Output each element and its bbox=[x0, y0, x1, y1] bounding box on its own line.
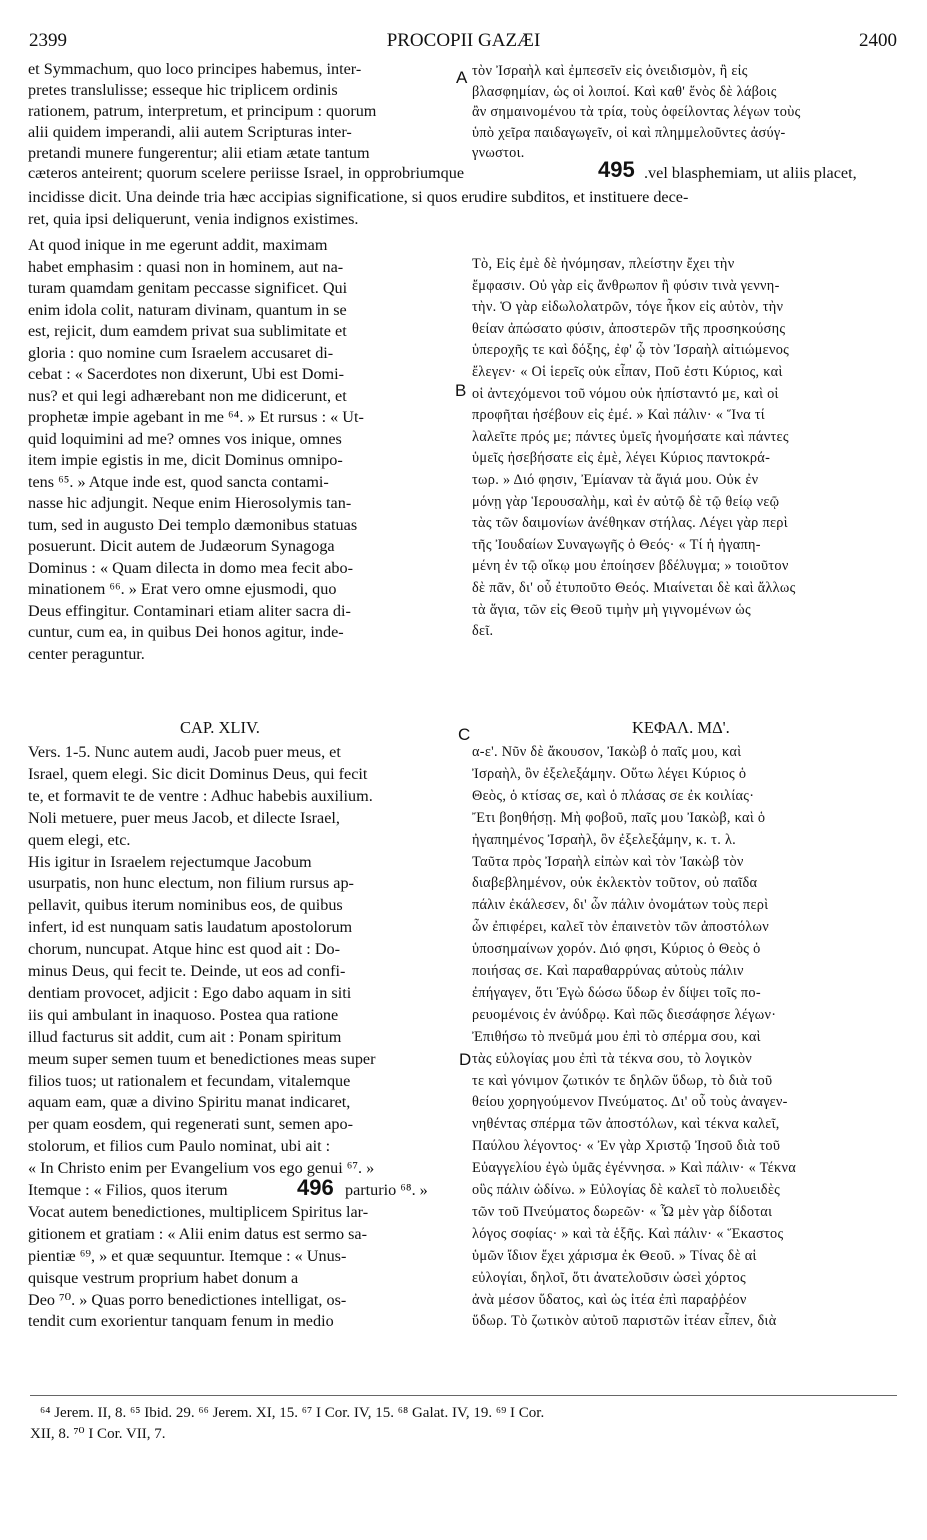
chapter-heading-latin: CAP. XLIV. bbox=[180, 718, 260, 737]
greek-line: τὰ ἅγια, τῶν εἰς Θεοῦ τιμὴν μὴ γιγνομένων ὡς bbox=[472, 601, 751, 618]
page-number-right: 2400 bbox=[859, 30, 897, 51]
latin-line: ret, quia ipsi deliquerunt, venia indignos existimes. bbox=[28, 210, 359, 228]
latin-line: dentiam provocet, adjicit : Ego dabo aquam in siti bbox=[28, 983, 352, 1002]
greek-line: ὑμεῖς ἠσεβήσατε εἰς ἐμὲ, λέγει Κύριος παντοκρά- bbox=[472, 450, 771, 467]
latin-line: At quod inique in me egerunt addit, maximam bbox=[28, 236, 328, 254]
greek-line: ὑμῶν ἴδιον ἔχει χάρισμα ἐκ Θεοῦ. » Τίνας δὲ αἱ bbox=[472, 1247, 757, 1264]
running-title: PROCOPII GAZÆI bbox=[386, 30, 541, 51]
latin-line: Deo ⁷⁰. » Quas porro benedictiones intelligat, os- bbox=[28, 1290, 347, 1309]
latin-line: quisque vestrum proprium habet donum a bbox=[28, 1268, 299, 1287]
latin-line: cæteros anteirent; quorum scelere periisse Israel, in opprobriumque bbox=[28, 164, 465, 182]
greek-line: ἀνὰ μέσον ὕδατος, καὶ ὡς ἰτέα ἐπὶ παραῤῥέον bbox=[472, 1291, 747, 1308]
greek-line: λόγος σοφίας· » καὶ τὰ ἑξῆς. Καὶ πάλιν· « Ἕκαστος bbox=[472, 1225, 784, 1242]
latin-line: est, rejicit, dum eamdem privat sua sublimitate et bbox=[28, 322, 347, 340]
greek-line: Παύλου λέγοντος· « Ἐν γὰρ Χριστῷ Ἰησοῦ διὰ τοῦ bbox=[472, 1138, 781, 1155]
latin-line: habet emphasim : quasi non in hominem, aut na- bbox=[28, 257, 344, 276]
column-number-495: 495 bbox=[598, 157, 635, 182]
latin-line: cebat : « Sacerdotes non dixerunt, Ubi est Domi- bbox=[28, 365, 345, 383]
greek-line: ἔμφασιν. Οὐ γὰρ εἰς ἄνθρωπον ἢ φύσιν τινὰ γεννη- bbox=[472, 277, 780, 294]
greek-line: ἐπήγαγεν, ὅτι Ἐγὼ δώσω ὕδωρ ἐν δίψει τοῖς πο- bbox=[472, 984, 761, 1001]
latin-line: parturio ⁶⁸. » bbox=[345, 1181, 428, 1199]
latin-line: posuerunt. Dicit autem de Judæorum Synagoga bbox=[28, 537, 335, 555]
greek-line: δεῖ. bbox=[472, 623, 494, 640]
column-number-496: 496 bbox=[297, 1175, 334, 1200]
latin-line: tum, sed in augusto Dei templo dæmonibus statuas bbox=[28, 515, 358, 534]
greek-line: Τὸ, Εἰς ἐμὲ δὲ ἠνόμησαν, πλείστην ἔχει τὴν bbox=[472, 256, 735, 272]
latin-line: cuntur, cum ea, in quibus Dei honos agitur, inde- bbox=[28, 623, 344, 641]
greek-line: διαβεβλημένον, οὐκ ἐκλεκτὸν τοῦτον, οὐ παῖδα bbox=[472, 875, 758, 892]
margin-marker-d: D bbox=[459, 1050, 472, 1069]
latin-line: incidisse dicit. Una deinde tria hæc accipias significatione, si quos erudire subditos, et instituere dece- bbox=[28, 188, 689, 206]
latin-line: stolorum, et filios cum Paulo nominat, ubi ait : bbox=[28, 1137, 331, 1156]
greek-line: τὴν. Ὁ γὰρ εἰδωλολατρῶν, τόγε ἧκον εἰς αὐτὸν, τὴν bbox=[472, 299, 784, 316]
footnote-line: ⁶⁴ Jerem. II, 8. ⁶⁵ Ibid. 29. ⁶⁶ Jerem. XI, 15. ⁶⁷ I Cor. IV, 15. ⁶⁸ Galat. IV, 19. ⁶⁹ I Cor. bbox=[40, 1405, 545, 1421]
latin-line: Israel, quem elegi. Sic dicit Dominus Deus, qui fecit bbox=[28, 764, 368, 783]
latin-line: minationem ⁶⁶. » Erat vero omne ejusmodi, quo bbox=[28, 580, 337, 598]
greek-line: ποιήσας σε. Καὶ παραθαρρύνας αὐτοὺς πάλιν bbox=[472, 963, 744, 979]
latin-line: prophetæ impie agebant in me ⁶⁴. » Et rursus : « Ut- bbox=[28, 408, 364, 426]
latin-line: Vocat autem benedictiones, multiplicem Spiritus lar- bbox=[28, 1202, 369, 1221]
latin-line: chorum, nuncupat. Atque hinc est quod ait : Do- bbox=[28, 940, 340, 959]
latin-line: minus Deus, qui fecit te. Deinde, ut eos ad confi- bbox=[28, 962, 346, 980]
margin-marker-b: B bbox=[455, 381, 467, 400]
greek-line: τὸν Ἰσραὴλ καὶ ἐμπεσεῖν εἰς ὀνειδισμὸν, ἢ εἰς bbox=[472, 63, 748, 79]
greek-line: α-ε'. Νῦν δὲ ἄκουσον, Ἰακὼβ ὁ παῖς μου, καὶ bbox=[472, 744, 742, 760]
latin-line: .vel blasphemiam, ut aliis placet, bbox=[644, 164, 857, 182]
greek-line: ἠγαπημένος Ἰσραὴλ, ὃν ἐξελεξάμην, κ. τ. λ. bbox=[472, 831, 737, 848]
greek-line: εὐλογίαι, δηλοῖ, ὅτι ἀνατελοῦσιν ὡσεὶ χόρτος bbox=[472, 1269, 746, 1286]
latin-line: nus? et qui legi adhærebant non me didicerunt, et bbox=[28, 386, 347, 405]
greek-line: Ἐπιθήσω τὸ πνεῦμά μου ἐπὶ τὸ σπέρμα σου, καὶ bbox=[472, 1028, 761, 1045]
latin-line: tens ⁶⁵. » Atque inde est, quod sancta contami- bbox=[28, 472, 329, 491]
greek-line: μένη ἐν τῷ οἴκῳ μου ἐποίησεν βδέλυγμα; » τοιοῦτον bbox=[472, 558, 789, 575]
latin-line: meum super semen tuum et benedictiones meas super bbox=[28, 1049, 376, 1068]
greek-line: οἱ ἀντεχόμενοι τοῦ νόμου οὐκ ἠπίσταντό με, καὶ οἱ bbox=[472, 385, 779, 402]
greek-line: ἂν σημαινομένου τὰ τρία, τοὺς ὀφείλοντας λέγων τοὺς bbox=[472, 104, 801, 120]
greek-line: νηθέντας σπέρμα τῶν ἀποστόλων, καὶ τέκνα καλεῖ, bbox=[472, 1116, 780, 1133]
greek-line: θείαν ἀπώσατο φύσιν, ἀποστερῶν τῆς προσηκούσης bbox=[472, 320, 786, 337]
greek-line: δὲ πᾶν, δι' οὗ ἐτυποῦτο Θεός. Μιαίνεται δὲ καὶ ἄλλως bbox=[472, 580, 796, 596]
greek-line: οὓς πάλιν ὠδίνω. » Εὐλογίας δὲ καλεῖ τὸ πολυειδὲς bbox=[472, 1182, 781, 1198]
greek-line: τε καὶ γόνιμον ζωτικόν τε δηλῶν ὕδωρ, τὸ διὰ τοῦ bbox=[472, 1072, 773, 1089]
latin-line: « In Christo enim per Evangelium vos ego genui ⁶⁷. » bbox=[28, 1159, 375, 1178]
greek-line: ὑπὸ χεῖρα παιδαγωγεῖν, οἱ καὶ πλημμελοῦντες ἀσύγ- bbox=[472, 124, 786, 141]
greek-line: μόνῃ γὰρ Ἱερουσαλὴμ, καὶ ἐν αὐτῷ δὲ τῷ θείῳ νεῷ bbox=[472, 493, 780, 510]
latin-line: iis qui ambulant in inaquoso. Postea qua ratione bbox=[28, 1005, 339, 1024]
latin-line: quem elegi, etc. bbox=[28, 830, 131, 849]
greek-line: τωρ. » Διό φησιν, Ἐμίαναν τὰ ἅγιά μου. Οὐκ ἐν bbox=[472, 472, 759, 488]
footnote-line: XII, 8. ⁷⁰ I Cor. VII, 7. bbox=[30, 1426, 166, 1442]
greek-line: ὧν ἐπιφέρει, καλεῖ τὸν ἐπαινετὸν τῶν ἀποστόλων bbox=[472, 919, 769, 936]
page-number-left: 2399 bbox=[29, 30, 67, 51]
latin-line: per quam eosdem, qui regenerati sunt, semen apo- bbox=[28, 1115, 353, 1134]
latin-line: tendit cum exorientur tanquam fenum in medio bbox=[28, 1312, 334, 1331]
greek-line: θείου χορηγούμενον Πνεύματος. Δι' οὗ τοὺς ἀναγεν- bbox=[472, 1094, 788, 1111]
greek-line: ὑπεροχῆς τε καὶ δόξης, ἐφ' ᾧ τὸν Ἰσραὴλ αἰτιώμενος bbox=[472, 342, 790, 359]
chapter-heading-greek: ΚΕΦΑΛ. ΜΔ'. bbox=[632, 718, 730, 737]
greek-line: προφῆται ἠσέβουν εἰς ἐμέ. » Καὶ πάλιν· « Ἵνα τί bbox=[472, 407, 765, 424]
latin-line: Noli metuere, puer meus Jacob, et dilecte Israel, bbox=[28, 808, 340, 827]
greek-line: ὑποσημαίνων χορόν. Διό φησι, Κύριος ὁ Θεὸς ὁ bbox=[472, 941, 761, 958]
latin-line: nasse hic adjungit. Neque enim Hierosolymis tan- bbox=[28, 494, 352, 512]
latin-line: filios tuos; ut rationalem et fecundam, vitalemque bbox=[28, 1071, 351, 1090]
latin-line: enim idola colit, naturam divinam, quantum in se bbox=[28, 300, 347, 319]
greek-line: Εὐαγγελίου ἐγὼ ὑμᾶς ἐγέννησα. » Καὶ πάλιν· « Τέκνα bbox=[472, 1160, 797, 1177]
greek-line: Ἔτι βοηθήσῃ. Μὴ φοβοῦ, παῖς μου Ἰακὼβ, καὶ ὁ bbox=[472, 809, 766, 826]
greek-line: ρευομένοις ἐν ἀνύδρῳ. Καὶ πῶς διεσάφησε λέγων· bbox=[472, 1006, 777, 1023]
greek-line: βλασφημίαν, ὡς οἱ λοιποί. Καὶ καθ' ἕνὸς δὲ λάβοις bbox=[472, 83, 777, 100]
greek-line: Θεὸς, ὁ κτίσας σε, καὶ ὁ πλάσας σε ἐκ κοιλίας· bbox=[472, 787, 755, 804]
latin-line: pientiæ ⁶⁹, » et quæ sequuntur. Itemque : « Unus- bbox=[28, 1246, 347, 1265]
latin-line: gloria : quo nomine cum Israelem accusaret di- bbox=[28, 343, 334, 362]
latin-line: pretes translulisse; esseque hic triplicem ordinis bbox=[28, 81, 338, 99]
latin-line: illud facturus sit addit, cum ait : Ponam spiritum bbox=[28, 1027, 342, 1046]
latin-line: alii quidem imperandi, alii autem Scripturas inter- bbox=[28, 123, 352, 141]
greek-line: τῶν τοῦ Πνεύματος δωρεῶν· « Ὧ μὲν γὰρ δίδοται bbox=[472, 1203, 773, 1220]
latin-line: turam quamdam genitam peccasse significet. Qui bbox=[28, 279, 348, 297]
latin-line: pellavit, quibus iterum nominibus eos, de quibus bbox=[28, 896, 343, 915]
greek-line: γνωστοι. bbox=[472, 145, 525, 161]
latin-line: Vers. 1-5. Nunc autem audi, Jacob puer meus, et bbox=[28, 743, 341, 761]
latin-line: quid loquimini ad me? omnes vos inique, omnes bbox=[28, 429, 342, 448]
greek-line: λαλεῖτε πρός με; πάντες ὑμεῖς ἠνομήσατε καὶ πάντες bbox=[472, 428, 789, 445]
greek-line: ὕδωρ. Τὸ ζωτικὸν αὐτοῦ παριστῶν ἰτέαν εἶπεν, διὰ bbox=[472, 1313, 777, 1330]
latin-line: rationem, patrum, interpretum, et principum : quorum bbox=[28, 102, 377, 120]
latin-line: pretandi munere fungerentur; alii etiam ætate tantum bbox=[28, 144, 370, 162]
latin-line: infert, id est nunquam satis laudatum apostolorum bbox=[28, 918, 353, 937]
latin-line: gitionem et gratiam : « Alii enim datus est sermo sa- bbox=[28, 1224, 367, 1243]
latin-line: Dominus : « Quam dilecta in domo mea fecit abo- bbox=[28, 558, 354, 577]
latin-line: usurpatis, non hunc electum, non filium rursus ap- bbox=[28, 874, 354, 893]
greek-line: τὰς εὐλογίας μου ἐπὶ τὰ τέκνα σου, τὸ λογικὸν bbox=[472, 1050, 753, 1067]
latin-line: Itemque : « Filios, quos iterum bbox=[28, 1181, 228, 1199]
margin-marker-a: A bbox=[456, 68, 468, 87]
latin-line: His igitur in Israelem rejectumque Jacobum bbox=[28, 852, 312, 871]
greek-line: Ταῦτα πρὸς Ἰσραὴλ εἰπὼν καὶ τὸν Ἰακὼβ τὸν bbox=[472, 853, 744, 870]
latin-line: Deus effingitur. Contaminari etiam aliter sacra di- bbox=[28, 601, 351, 620]
latin-line: item impie egistis in me, dicit Dominus omnipo- bbox=[28, 451, 343, 469]
footnote-rule bbox=[30, 1395, 897, 1396]
latin-line: aquam eam, quæ a divino Spiritu manat indicaret, bbox=[28, 1093, 351, 1112]
greek-line: Ἰσραὴλ, ὃν ἐξελεξάμην. Οὕτω λέγει Κύριος ὁ bbox=[472, 765, 747, 782]
greek-line: πάλιν ἐκάλεσεν, δι' ὧν πάλιν ὀνομάτων τοὺς περὶ bbox=[472, 897, 769, 914]
greek-line: ἔλεγεν· « Οἱ ἱερεῖς οὐκ εἶπαν, Ποῦ ἐστι Κύριος, καὶ bbox=[472, 364, 783, 380]
margin-marker-c: C bbox=[458, 725, 471, 744]
latin-line: te, et formavit te de ventre : Adhuc habebis auxilium. bbox=[28, 786, 373, 805]
greek-line: τὰς τῶν δαιμονίων ἀνέθηκαν στήλας. Λέγει γὰρ περὶ bbox=[472, 515, 788, 532]
latin-line: center peraguntur. bbox=[28, 644, 145, 663]
greek-line: τῆς Ἰουδαίων Συναγωγῆς ὁ Θεός· « Τί ἡ ἠγαπη- bbox=[472, 536, 761, 553]
latin-line: et Symmachum, quo loco principes habemus, inter- bbox=[28, 60, 362, 78]
